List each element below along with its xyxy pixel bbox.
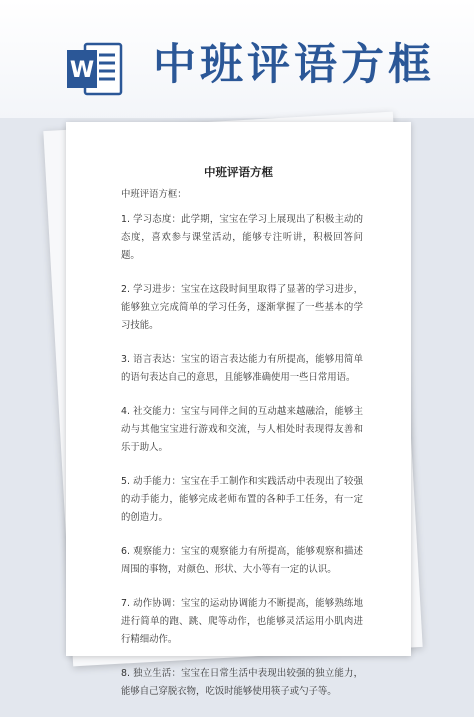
comment-item: 1. 学习态度：此学期，宝宝在学习上展现出了积极主动的态度，喜欢参与课堂活动，能够专注听讲，积极回答问题。	[121, 214, 363, 261]
comment-item: 4. 社交能力：宝宝与同伴之间的互动越来越融洽，能够主动与其他宝宝进行游戏和交流，与人相处时表现得友善和乐于助人。	[121, 406, 363, 453]
comment-list	[121, 211, 363, 717]
comment-item: 8. 独立生活：宝宝在日常生活中表现出较强的独立能力，能够自己穿脱衣物，吃饭时能够使用筷子或勺子等。	[121, 668, 363, 697]
word-letter: W	[69, 58, 95, 83]
word-document-icon	[63, 38, 125, 100]
document-page	[66, 122, 411, 697]
comment-item: 7. 动作协调：宝宝的运动协调能力不断提高，能够熟练地进行简单的跑、跳、爬等动作，也能够灵活运用小肌肉进行精细动作。	[121, 598, 363, 645]
comment-item: 5. 动手能力：宝宝在手工制作和实践活动中表现出了较强的动手能力，能够完成老师布置的各种手工任务，有一定的创造力。	[121, 476, 363, 523]
header-title: 中班评语方框	[153, 40, 435, 90]
header-banner	[0, 0, 474, 118]
comment-item: 3. 语言表达：宝宝的语言表达能力有所提高，能够用简单的语句表达自己的意思，且能够准确使用一些日常用语。	[121, 354, 363, 383]
document-title: 中班评语方框	[204, 165, 273, 179]
comment-item: 6. 观察能力：宝宝的观察能力有所提高，能够观察和描述周围的事物，对颜色、形状、大小等有一定的认识。	[121, 546, 363, 575]
comment-item: 2. 学习进步：宝宝在这段时间里取得了显著的学习进步，能够独立完成简单的学习任务，逐渐掌握了一些基本的学习技能。	[121, 284, 363, 331]
document-intro: 中班评语方框：	[121, 189, 187, 200]
